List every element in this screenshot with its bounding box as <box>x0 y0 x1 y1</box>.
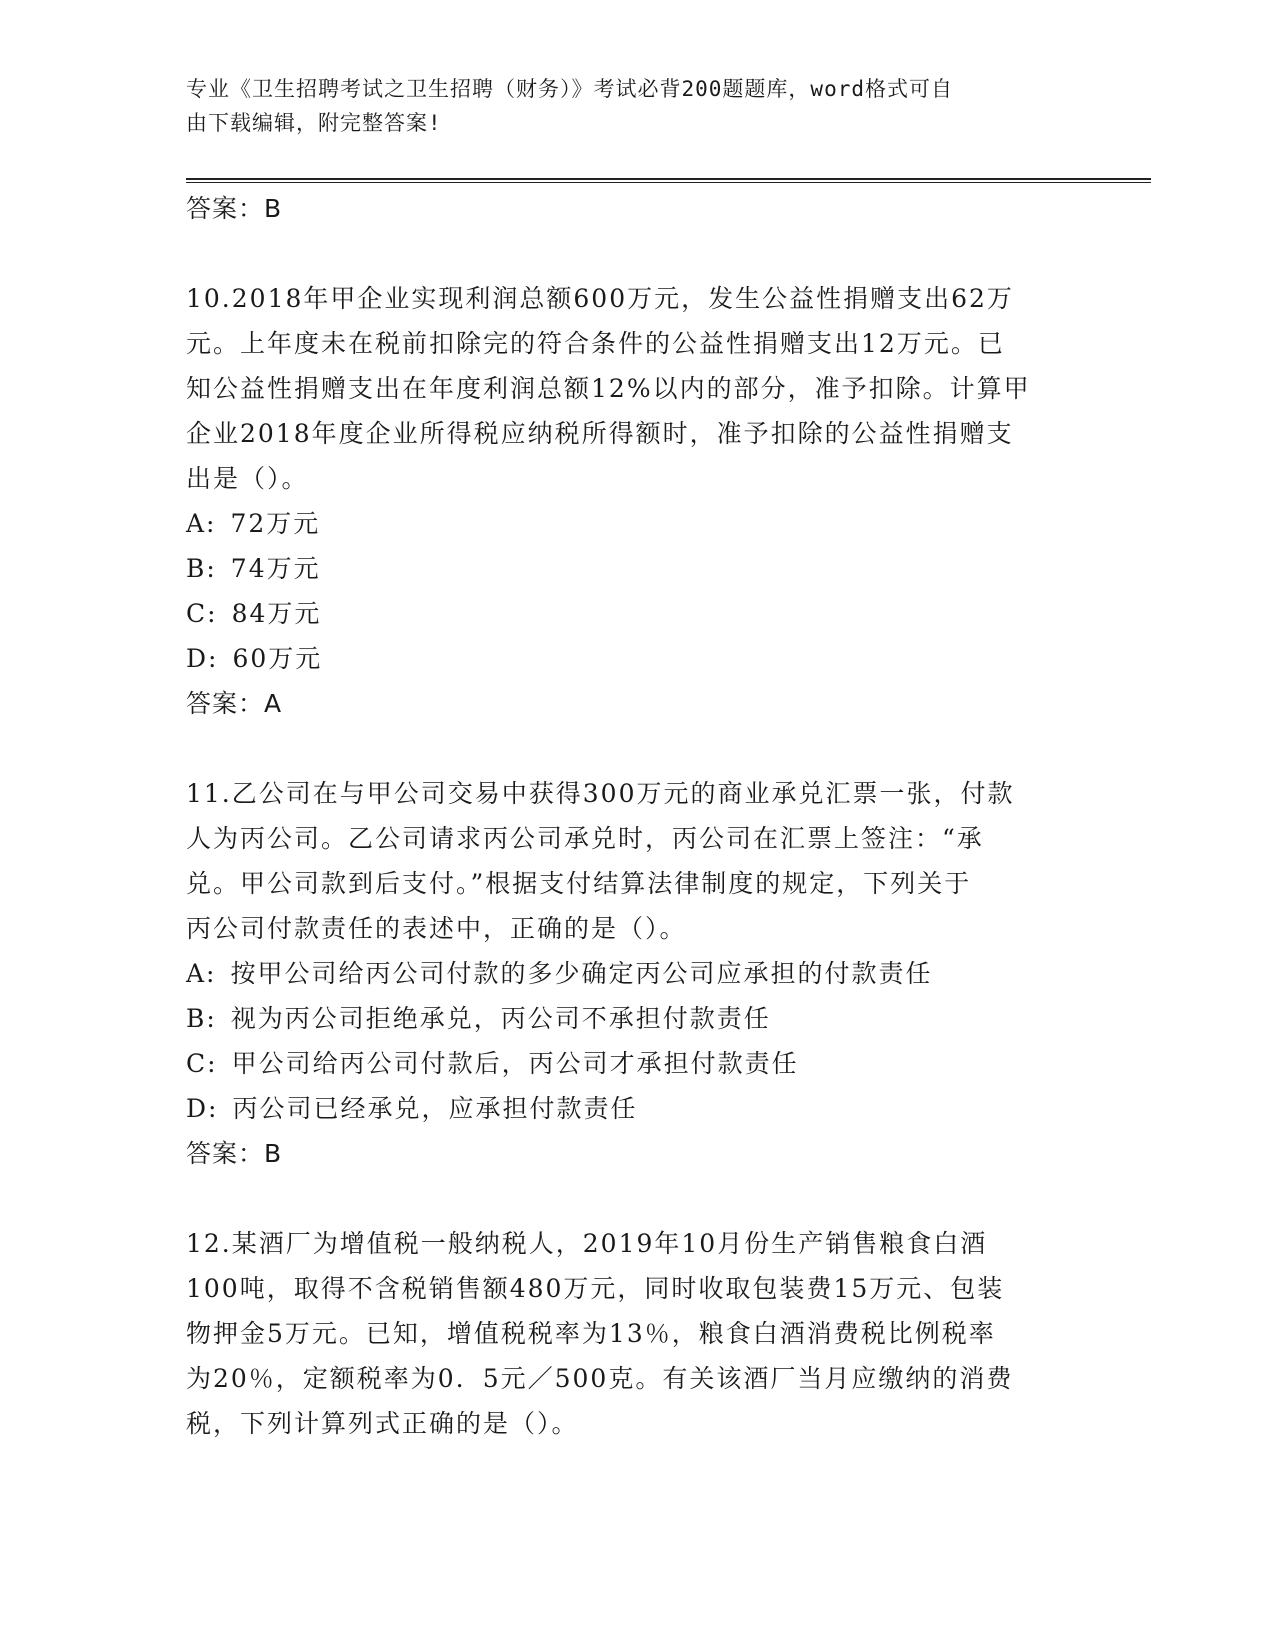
option-c <box>186 1041 1086 1086</box>
question-10 <box>186 276 1086 726</box>
question-line: 企业2018年度企业所得税应纳税所得额时，准予扣除的公益性捐赠支 <box>186 419 1014 448</box>
question-line: 为20％，定额税率为0．5元／500克。有关该酒厂当月应缴纳的消费 <box>186 1364 1014 1393</box>
option-text: 72万元 <box>230 509 321 538</box>
page-header <box>186 72 1066 140</box>
question-line: 12.某酒厂为增值税一般纳税人，2019年10月份生产销售粮食白酒 <box>186 1229 988 1258</box>
option-text: 74万元 <box>230 554 321 583</box>
question-line: 人为丙公司。乙公司请求丙公司承兑时，丙公司在汇票上签注：“承 <box>186 824 984 853</box>
option-d <box>186 636 1086 681</box>
option-text: 丙公司已经承兑，应承担付款责任 <box>232 1094 638 1123</box>
question-line: 11.乙公司在与甲公司交易中获得300万元的商业承兑汇票一张，付款 <box>186 779 1015 808</box>
option-b <box>186 546 1086 591</box>
option-key: B: <box>186 1004 217 1033</box>
question-12 <box>186 1221 1086 1446</box>
question-11 <box>186 771 1086 1176</box>
option-key: C: <box>186 1049 218 1078</box>
answer-line: 答案：A <box>186 689 283 718</box>
option-key: D: <box>186 1094 219 1123</box>
question-line: 税，下列计算列式正确的是（）。 <box>186 1409 579 1438</box>
option-c <box>186 591 1086 636</box>
document-body <box>186 186 1086 1446</box>
question-line: 丙公司付款责任的表述中，正确的是（）。 <box>186 914 687 943</box>
option-text: 84万元 <box>231 599 322 628</box>
option-text: 按甲公司给丙公司付款的多少确定丙公司应承担的付款责任 <box>230 959 933 988</box>
answer-line: 答案：B <box>186 194 283 223</box>
question-line: 知公益性捐赠支出在年度利润总额12%以内的部分，准予扣除。计算甲 <box>186 374 1031 403</box>
option-text: 视为丙公司拒绝承兑，丙公司不承担付款责任 <box>230 1004 771 1033</box>
option-text: 甲公司给丙公司付款后，丙公司才承担付款责任 <box>231 1049 799 1078</box>
option-key: B: <box>186 554 217 583</box>
header-divider <box>186 178 1151 183</box>
question-line: 物押金5万元。已知，增值税税率为13％，粮食白酒消费税比例税率 <box>186 1319 996 1348</box>
question-line: 出是（）。 <box>186 464 309 493</box>
option-a <box>186 951 1086 996</box>
option-text: 60万元 <box>232 644 323 673</box>
answer-line: 答案：B <box>186 1139 283 1168</box>
option-d <box>186 1086 1086 1131</box>
option-a <box>186 501 1086 546</box>
header-line-1: 专业《卫生招聘考试之卫生招聘（财务）》考试必背200题题库，word格式可自 <box>186 77 953 101</box>
option-key: A: <box>186 959 217 988</box>
option-key: A: <box>186 509 217 538</box>
option-key: C: <box>186 599 218 628</box>
header-line-2: 由下载编辑，附完整答案! <box>186 111 442 135</box>
question-line: 10.2018年甲企业实现利润总额600万元，发生公益性捐赠支出62万 <box>186 284 1014 313</box>
question-line: 100吨，取得不含税销售额480万元，同时收取包装费15万元、包装 <box>186 1274 1005 1303</box>
option-b <box>186 996 1086 1041</box>
question-line: 元。上年度未在税前扣除完的符合条件的公益性捐赠支出12万元。已 <box>186 329 1005 358</box>
option-key: D: <box>186 644 219 673</box>
question-line: 兑。甲公司款到后支付。”根据支付结算法律制度的规定，下列关于 <box>186 869 972 898</box>
